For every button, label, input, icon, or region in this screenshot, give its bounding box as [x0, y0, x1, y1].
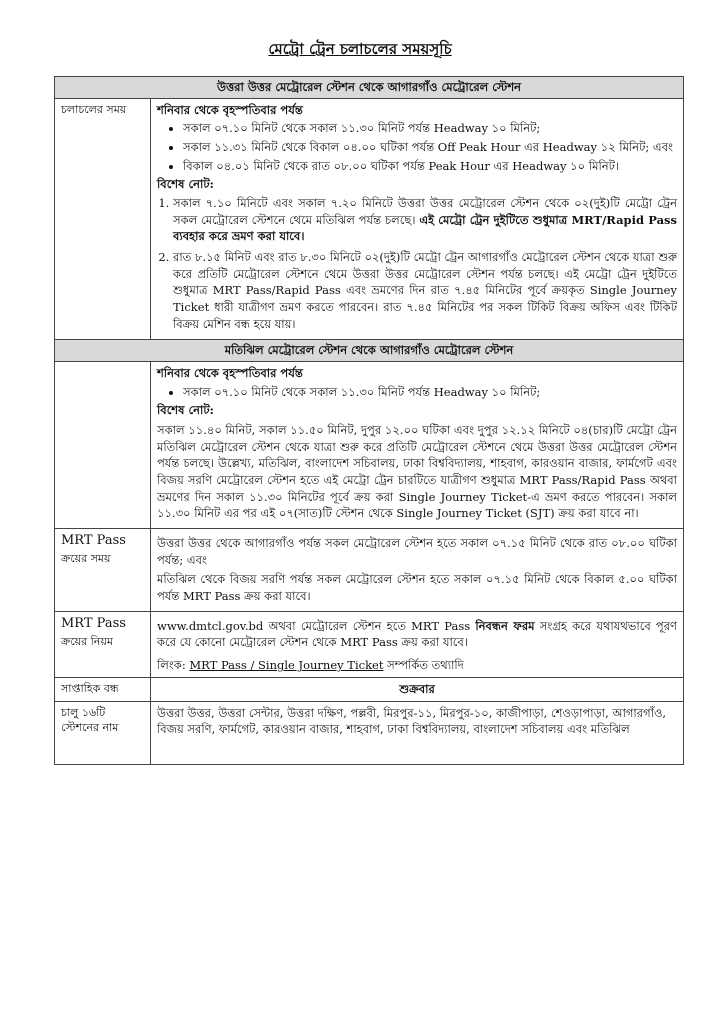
note2-text: রাত ৮.১৫ মিনিট এবং রাত ৮.৩০ মিনিটে ০২(দুই)টি মেট্রো ট্রেন আগারগাঁও মেট্রোরেল স্টেশন থেকে যাত্রা শুরু করে প্রতিটি মেট্রোরেল স্টেশনে থেমে উত্তরা উত্তর মেট্রোরেল স্টেশন পর্যন্ত চলছে। এই মেট্রো ট্রেন দুইটিতে শুধুমাত্র MRT Pass/Rapid Pass এবং ভ্রমণের দিন রাত ৭.৪৫ মিনিটের পূর্বে ক্রয়কৃত Single Journey Ticket ধারী যাত্রীগণ ভ্রমণ করতে পারবেন। রাত ৭.৪৫ মিনিটের পর সকল টিকিট বিক্রয় অফিস এবং টিকিট বিক্রয় মেশিন বন্ধ হয়ে যায়।: [173, 250, 677, 331]
bullet-item: • সকাল ১১.৩১ মিনিট থেকে বিকাল ০৪.০০ ঘটিকা পর্যন্ত Off Peak Hour এর Headway ১২ মিনিট; এবং: [183, 139, 677, 156]
mrt-pass-info-link[interactable]: MRT Pass / Single Journey Ticket: [189, 658, 384, 673]
section2-notes-heading: বিশেষ নোট:: [157, 403, 214, 418]
stations-row: [55, 701, 684, 764]
note1-bold: এই মেট্রো ট্রেন দুইটিতে শুধুমাত্র MRT/Rapid Pass ব্যবহার করে ভ্রমণ করা যাবে।: [173, 212, 677, 244]
section2-header-row: [55, 340, 684, 362]
weekly-off-value: শুক্রবার: [151, 677, 684, 701]
page-title: মেট্রো ট্রেন চলাচলের সময়সূচি: [268, 40, 452, 58]
purchase-time-line2: মতিঝিল থেকে বিজয় সরণি পর্যন্ত সকল মেট্রোরেল স্টেশন হতে সকাল ০৭.১৫ মিনিট থেকে বিকাল ৫.০০ ঘটিকা পর্যন্ত MRT Pass ক্রয় করা যাবে।: [157, 572, 677, 604]
section1-row: [55, 98, 684, 340]
section2-content: [151, 362, 684, 529]
note-item: [173, 195, 677, 245]
section1-days: শনিবার থেকে বৃহস্পতিবার পর্যন্ত: [157, 102, 303, 117]
bullet-item: • সকাল ০৭.১০ মিনিট থেকে সকাল ১১.৩০ মিনিট পর্যন্ত Headway ১০ মিনিট;: [183, 120, 677, 137]
section1-notes: [157, 195, 677, 332]
stations-value: উত্তরা উত্তর, উত্তরা সেন্টার, উত্তরা দক্ষিণ, পল্লবী, মিরপুর-১১, মিরপুর-১০, কাজীপাড়া, শেওড়াপাড়া, আগারগাঁও, বিজয় সরণি, ফার্মগেট, কারওয়ান বাজার, শাহবাগ, ঢাকা বিশ্ববিদ্যালয়, বাংলাদেশ সচিবালয় এবং মতিঝিল: [151, 701, 684, 764]
section1-header-row: [55, 77, 684, 99]
section2-days: শনিবার থেকে বৃহস্পতিবার পর্যন্ত: [157, 366, 303, 381]
section2-note: সকাল ১১.৪০ মিনিট, সকাল ১১.৫০ মিনিট, দুপুর ১২.০০ ঘটিকা এবং দুপুর ১২.১২ মিনিটে ০৪(চার)টি মেট্রো ট্রেন মতিঝিল মেট্রোরেল স্টেশন থেকে যাত্রা শুরু করে প্রতিটি মেট্রোরেল স্টেশনে থেমে উত্তরা উত্তর মেট্রোরেল স্টেশন পর্যন্ত চলছে। উল্লেখ্য, মতিঝিল, বাংলাদেশ সচিবালয়, ঢাকা বিশ্ববিদ্যালয়, শাহবাগ, কারওয়ান বাজার, ফার্মগেট এবং বিজয় সরণি মেট্রোরেল স্টেশন হতে এই মেট্রো ট্রেন চারটিতে যাত্রীগণ শুধুমাত্র MRT Pass/Rapid Pass অথবা ভ্রমণের দিন সকাল ১১.৩০ মিনিটের পূর্বে ক্রয় করা Single Journey Ticket-এ ভ্রমণ করতে পারবেন। সকাল ১১.৩০ মিনিট এর পর এই ০৭(সাত)টি স্টেশন থেকে Single Journey Ticket (SJT) ক্রয় করা যাবে না।: [157, 423, 677, 521]
section2-bullets: [157, 384, 677, 401]
mrt-purchase-time-content: [151, 529, 684, 612]
schedule-table: [54, 76, 684, 765]
section2-header: মতিঝিল মেট্রোরেল স্টেশন থেকে আগারগাঁও মেট্রোরেল স্টেশন: [55, 340, 684, 362]
weekly-off-row: [55, 677, 684, 701]
bullet-item: • সকাল ০৭.১০ মিনিট থেকে সকাল ১১.৩০ মিনিট পর্যন্ত Headway ১০ মিনিট;: [183, 384, 677, 401]
note1-text: সকাল ৭.১০ মিনিটে এবং সকাল ৭.২০ মিনিটে উত্তরা উত্তর মেট্রোরেল স্টেশন থেকে ০২(দুই)টি মেট্রো ট্রেন সকল মেট্রোরেল স্টেশনে থেমে মতিঝিল পর্যন্ত চলছে।: [173, 196, 677, 227]
mrt-purchase-time-row: [55, 529, 684, 612]
info-link-line: লিংক: MRT Pass / Single Journey Ticket সম্পর্কিত তথ্যাদি: [157, 658, 464, 673]
section1-bullets: [157, 120, 677, 174]
stations-label: চালু ১৬টি স্টেশনের নাম: [55, 701, 151, 764]
bullet-item: • বিকাল ০৪.০১ মিনিট থেকে রাত ০৮.০০ ঘটিকা পর্যন্ত Peak Hour এর Headway ১০ মিনিট।: [183, 158, 677, 175]
mrt-purchase-rules-row: [55, 611, 684, 677]
mrt-purchase-rules-content: [151, 611, 684, 677]
operation-time-label: চলাচলের সময়: [55, 98, 151, 340]
mrt-purchase-rules-label: MRT Pass ক্রয়ের নিয়ম: [55, 611, 151, 677]
purchase-time-line1: উত্তরা উত্তর থেকে আগারগাঁও পর্যন্ত সকল মেট্রোরেল স্টেশন হতে সকাল ০৭.১৫ মিনিট থেকে রাত ০৮.০০ ঘটিকা পর্যন্ত; এবং: [157, 536, 677, 567]
section1-content: [151, 98, 684, 340]
section1-notes-heading: বিশেষ নোট:: [157, 177, 214, 192]
section2-empty-label: [55, 362, 151, 529]
section1-header: উত্তরা উত্তর মেট্রোরেল স্টেশন থেকে আগারগাঁও মেট্রোরেল স্টেশন: [55, 77, 684, 99]
section2-row: [55, 362, 684, 529]
mrt-purchase-time-label: MRT Pass ক্রয়ের সময়: [55, 529, 151, 612]
weekly-off-label: সাপ্তাহিক বন্ধ: [55, 677, 151, 701]
note-item: [173, 249, 677, 332]
purchase-rules-text: www.dmtcl.gov.bd অথবা মেট্রোরেল স্টেশন হতে MRT Pass নিবন্ধন ফরম সংগ্রহ করে যথাযথভাবে পূরণ করে যে কোনো মেট্রোরেল স্টেশন থেকে MRT Pass ক্রয় করা যাবে।: [157, 618, 678, 650]
